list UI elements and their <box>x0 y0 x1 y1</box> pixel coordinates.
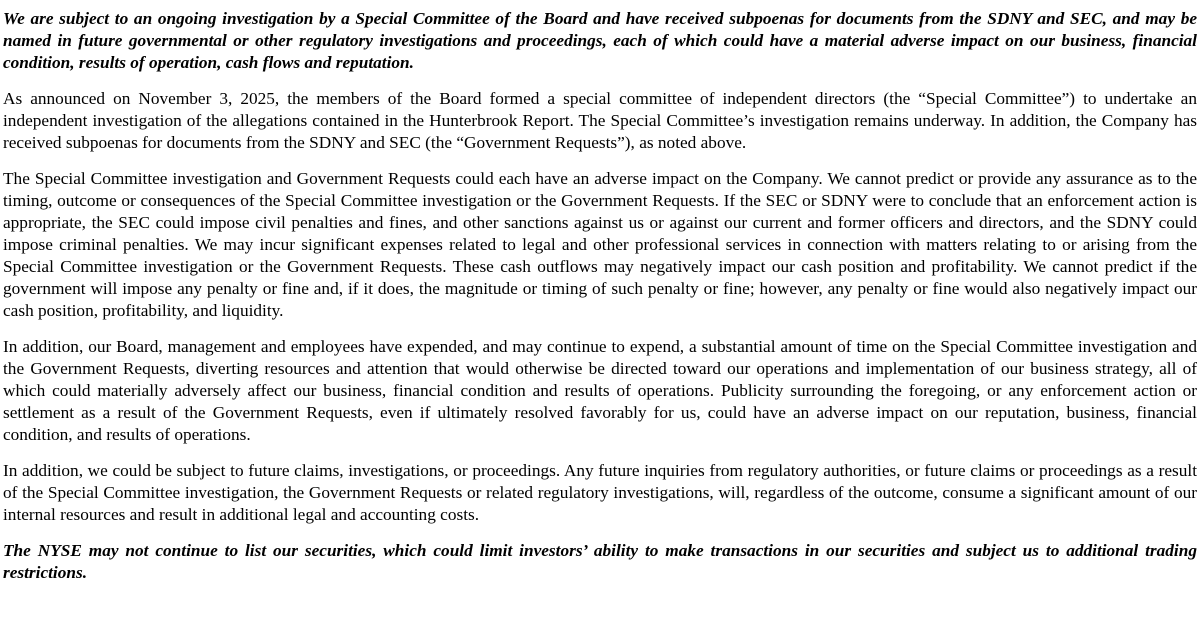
risk-factor-heading: The NYSE may not continue to list our securities, which could limit investors’ ability to make transactions in our securities and subject us to additional trading restrictions. <box>3 541 1197 582</box>
body-paragraph: In addition, we could be subject to future claims, investigations, or proceedings. Any future inquiries from regulatory authorities, or future claims or proceedings as a result of the Special Committee investigation, the Government Requests or related regulatory investigations, will, regardless of the outcome, consume a significant amount of our internal resources and result in additional legal and accounting costs. <box>3 461 1197 524</box>
body-paragraph: In addition, our Board, management and employees have expended, and may continue to expend, a substantial amount of time on the Special Committee investigation and the Government Requests, diverting resources and attention that would otherwise be directed toward our operations and implementation of our business strategy, all of which could materially adversely affect our business, financial condition and results of operations. Publicity surrounding the foregoing, or any enforcement action or settlement as a result of the Government Requests, even if ultimately resolved favorably for us, could have an adverse impact on our reputation, business, financial condition, and results of operations. <box>3 337 1197 444</box>
body-paragraph: The Special Committee investigation and Government Requests could each have an adverse impact on the Company. We cannot predict or provide any assurance as to the timing, outcome or consequences of the Special Committee investigation or the Government Requests. If the SEC or SDNY were to conclude that an enforcement action is appropriate, the SEC could impose civil penalties and fines, and other sanctions against us or against our current and former officers and directors, and the SDNY could impose criminal penalties. We may incur significant expenses related to legal and other professional services in connection with matters relating to or arising from the Special Committee investigation or the Government Requests. These cash outflows may negatively impact our cash position and profitability. We cannot predict if the government will impose any penalty or fine and, if it does, the magnitude or timing of such penalty or fine; however, any penalty or fine would also negatively impact our cash position, profitability, and liquidity. <box>3 169 1197 320</box>
body-paragraph: As announced on November 3, 2025, the members of the Board formed a special committee of independent directors (the “Special Committee”) to undertake an independent investigation of the allegations contained in the Hunterbrook Report. The Special Committee’s investigation remains underway. In addition, the Company has received subpoenas for documents from the SDNY and SEC (the “Government Requests”), as noted above. <box>3 89 1197 152</box>
risk-factor-heading: We are subject to an ongoing investigation by a Special Committee of the Board and have received subpoenas for documents from the SDNY and SEC, and may be named in future governmental or other regulatory investigations and proceedings, each of which could have a material adverse impact on our business, financial condition, results of operation, cash flows and reputation. <box>3 9 1197 72</box>
